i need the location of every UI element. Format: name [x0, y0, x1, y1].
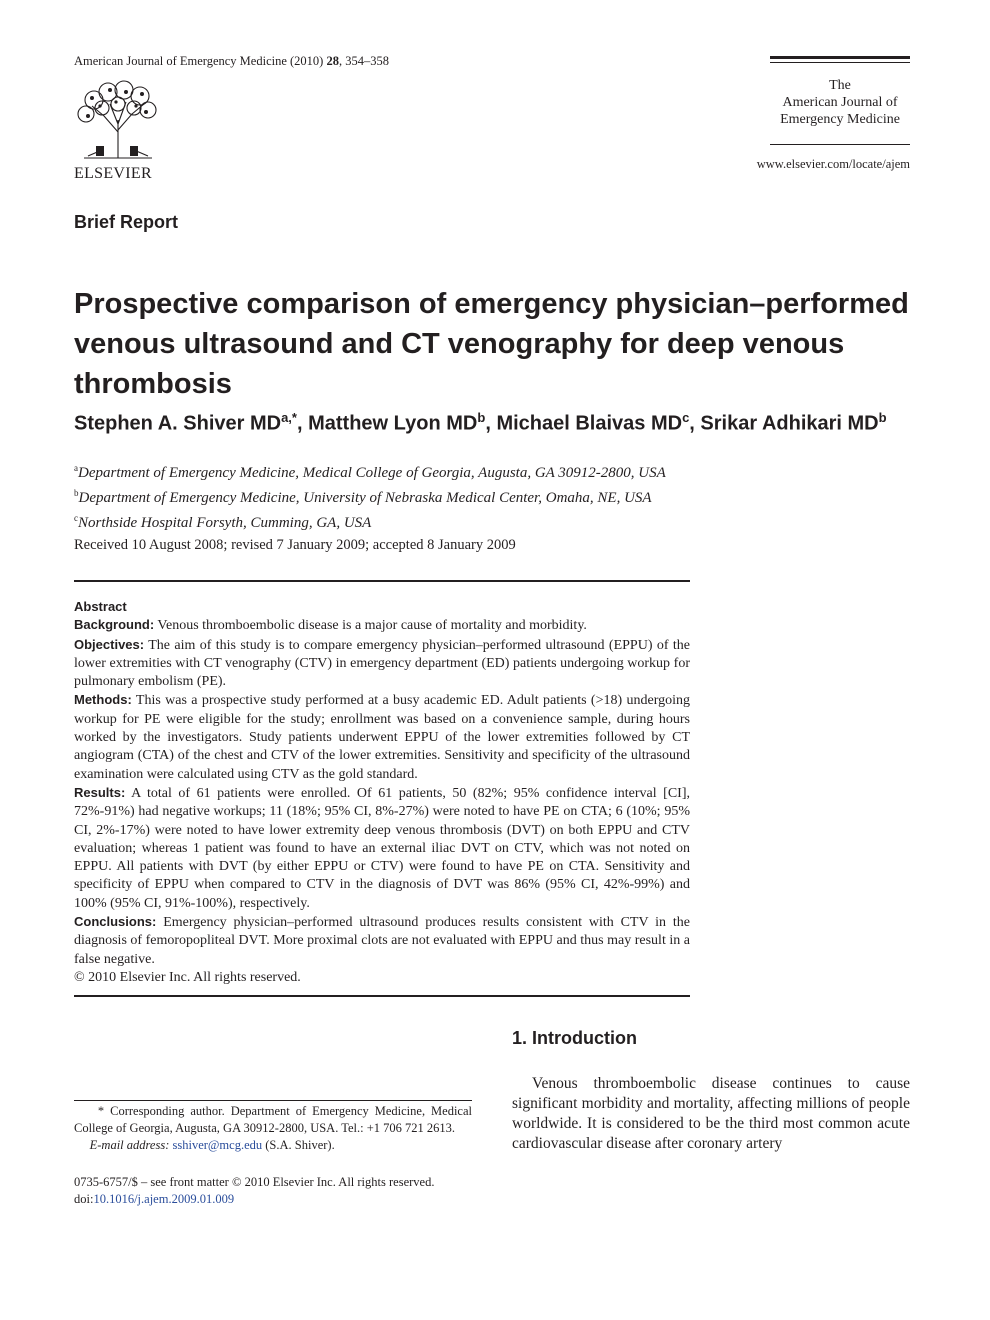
affiliation-item: [74, 483, 934, 508]
abstract-label: Methods:: [74, 692, 132, 708]
author-affiliation-mark: a,*: [281, 410, 297, 425]
abstract-conclusions: [74, 913, 690, 969]
abstract-heading: Abstract: [74, 599, 127, 614]
affiliation-text: Department of Emergency Medicine, Medical College of Georgia, Augusta, GA 30912-2800, USA: [78, 465, 666, 481]
introduction-paragraph: Venous thromboembolic disease continues to cause significant morbidity and mortality, affecting millions of people worldwide. It is considered to be the third most common acute cardiovascular disease after coronary artery: [512, 1075, 910, 1152]
journal-name-line1: The: [829, 78, 851, 93]
journal-name: [770, 77, 910, 144]
journal-url[interactable]: www.elsevier.com/locate/ajem: [756, 157, 910, 171]
abstract-label: Conclusions:: [74, 914, 157, 930]
abstract-copyright: © 2010 Elsevier Inc. All rights reserved.: [74, 969, 301, 985]
author-name: Srikar Adhikari MD: [700, 412, 879, 435]
article-title: Prospective comparison of emergency physician–performed venous ultrasound and CT venography for deep venous thrombosis: [74, 288, 909, 400]
abstract-text: This was a prospective study performed at a busy academic ED. Adult patients (>18) undergoing workup for PE were eligible for the study; enrollment was based on a convenience sample, during hours worked by the investigators. Study patients underwent EPPU of the lower extremities followed by CT angiogram (CTA) of the chest and CTV of the lower extremities. Sensitivity and specificity of the ultrasound examination were calculated using CTV as the gold standard.: [74, 693, 690, 782]
email-suffix: (S.A. Shiver).: [262, 1138, 335, 1152]
affiliation-item: [74, 458, 934, 483]
article-type: Brief Report: [74, 212, 179, 232]
abstract-text: Venous thromboembolic disease is a major cause of mortality and morbidity.: [157, 618, 587, 634]
email-link[interactable]: sshiver@mcg.edu: [172, 1138, 263, 1152]
doi-link[interactable]: 10.1016/j.ajem.2009.01.009: [93, 1192, 235, 1206]
abstract-text: A total of 61 patients were enrolled. Of 61 patients, 50 (82%; 95% confidence interval [CI], 72%-91%) had negative workups; 11 (18%; 95% CI, 8%-27%) were noted to have PE on CTA; 6 (10%; 95% CI, 2%-17%) were noted to have lower extremity deep venous thrombosis (DVT) on both EPPU and CTV evaluation; whereas 1 patient was found to have an external iliac DVT on CTV, which was not noted on EPPU. All patients with DVT (by either EPPU or CTV) were found to have PE on CTA. Sensitivity and specificity of EPPU when compared to CTV in the diagnosis of DVT was 86% (95% CI, 42%-99%) and 100% (95% CI, 91%-100%), respectively.: [74, 785, 690, 911]
issn-line: 0735-6757/$ – see front matter © 2010 Elsevier Inc. All rights reserved.: [74, 1175, 435, 1189]
elsevier-tree-icon: [74, 80, 162, 160]
affiliations: [74, 458, 934, 533]
affiliation-mark: b: [74, 488, 79, 498]
journal-name-line3: Emergency Medicine: [780, 112, 900, 127]
abstract-objectives: [74, 636, 690, 692]
abstract-label: Results:: [74, 784, 126, 800]
author-name: Matthew Lyon MD: [308, 412, 478, 435]
affiliation-mark: a: [74, 463, 78, 473]
corresponding-author-footnote: [74, 1103, 472, 1154]
page-footer: [74, 1174, 494, 1208]
section-heading-introduction: 1. Introduction: [512, 1028, 637, 1048]
author-affiliation-mark: b: [878, 410, 887, 425]
doi-label: doi:: [74, 1192, 94, 1206]
abstract-label: Objectives:: [74, 636, 145, 652]
abstract-label: Background:: [74, 617, 155, 633]
author-name: Michael Blaivas MD: [496, 412, 683, 435]
footnote-rule: [74, 1100, 472, 1101]
author-name: Stephen A. Shiver MD: [74, 412, 282, 435]
article-dates: Received 10 August 2008; revised 7 January 2009; accepted 8 January 2009: [74, 537, 516, 553]
author-list: [74, 410, 954, 436]
abstract-text: Emergency physician–performed ultrasound produces results consistent with CTV in the diagnosis of femoropopliteal DVT. More proximal clots are not evaluated with EPPU and thus may result in a false negative.: [74, 915, 690, 967]
footnote-marker: *: [97, 1104, 105, 1118]
abstract-background: [74, 616, 690, 635]
journal-citation: [74, 54, 389, 69]
masthead-rule-top-thin: [770, 62, 910, 63]
affiliation-text: Northside Hospital Forsyth, Cumming, GA, USA: [78, 515, 372, 531]
email-label: E-mail address:: [89, 1138, 170, 1152]
masthead-rule-top: [770, 56, 910, 59]
abstract-methods: [74, 691, 690, 783]
abstract-text: The aim of this study is to compare emergency physician–performed ultrasound (EPPU) of the lower extremities with CT venography (CTV) in emergency department (ED) patients undergoing workup for pulmonary embolism (PE).: [74, 637, 690, 690]
abstract-rule-bottom: [74, 995, 690, 997]
journal-name-line2: American Journal of: [782, 95, 898, 110]
abstract-results: [74, 784, 690, 913]
affiliation-mark: c: [74, 513, 78, 523]
author-separator: ,: [689, 412, 701, 435]
author-affiliation-mark: b: [477, 410, 486, 425]
author-affiliation-mark: c: [682, 410, 690, 425]
journal-masthead: [770, 56, 910, 145]
author-separator: ,: [296, 412, 309, 435]
masthead-rule-bottom: [770, 144, 910, 145]
abstract-rule-top: [74, 580, 690, 582]
citation-pages: , 354–358: [338, 54, 389, 68]
citation-volume: 28: [326, 54, 339, 68]
affiliation-item: [74, 508, 934, 533]
footnote-text: Corresponding author. Department of Emergency Medicine, Medical College of Georgia, Augusta, GA 30912-2800, USA. Tel.: +1 706 721 2613.: [74, 1104, 472, 1135]
citation-journal: American Journal of Emergency Medicine (2010): [74, 54, 324, 68]
publisher-logo: [74, 80, 164, 180]
affiliation-text: Department of Emergency Medicine, University of Nebraska Medical Center, Omaha, NE, USA: [78, 490, 652, 506]
publisher-logo-text: ELSEVIER: [74, 165, 152, 182]
doi-line: [74, 1191, 494, 1208]
abstract: [74, 598, 690, 987]
author-separator: ,: [485, 412, 497, 435]
